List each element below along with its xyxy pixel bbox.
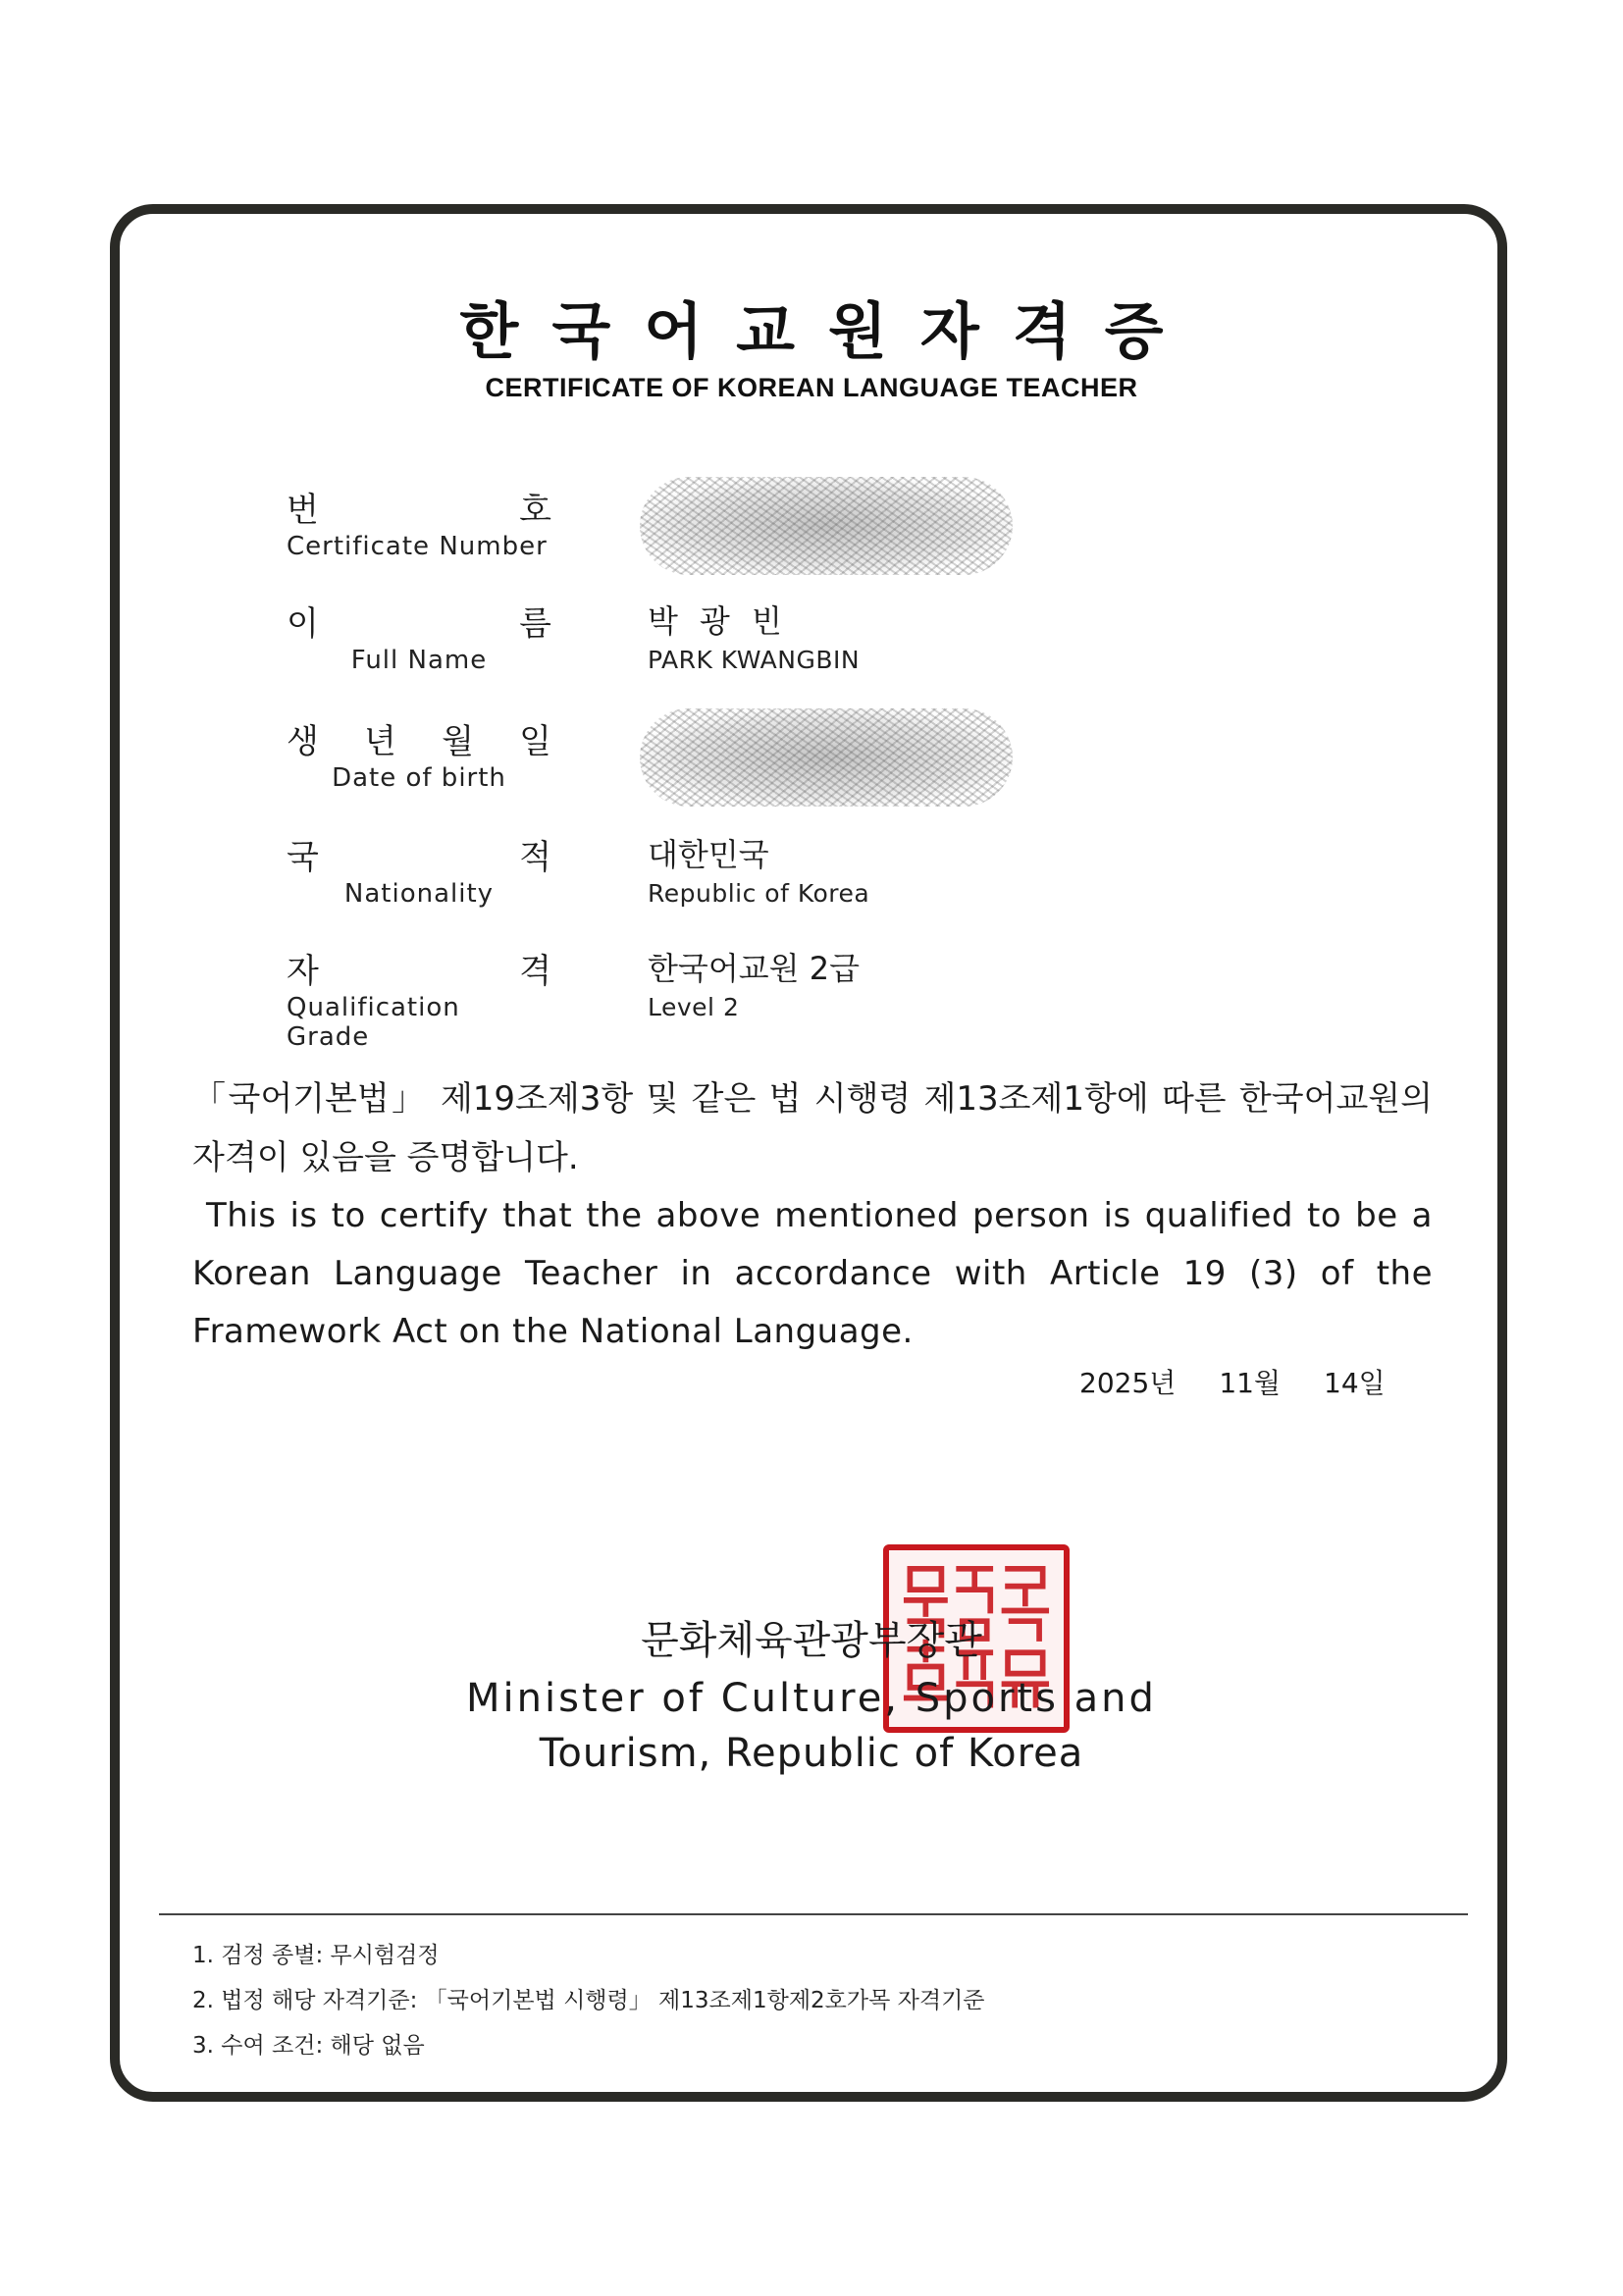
issuer-name-en-line1: Minister of Culture, Sports and [466, 1676, 1157, 1721]
full-name-label-ko: 이 름 [287, 604, 551, 644]
field-certificate-number [287, 483, 1268, 581]
issue-month: 11월 [1219, 1367, 1281, 1399]
footer-divider [159, 1913, 1468, 1915]
field-qualification-grade [287, 944, 1268, 1052]
qualification-label-en: Qualification Grade [287, 993, 460, 1052]
full-name-value-en: PARK KWANGBIN [648, 646, 861, 674]
date-of-birth-label-ko: 생 년 월 일 [287, 722, 551, 761]
qualification-value-ko: 한국어교원 2급 [648, 950, 861, 987]
certification-statement-en: This is to certify that the above mentioned person is qualified to be a Korean Language Teacher in accordance with Article 19 (3) of the Framework Act on the National Language. [192, 1196, 1433, 1351]
issue-year: 2025년 [1079, 1367, 1177, 1399]
issuer-name-ko: 문화체육관광부장관 [641, 1618, 982, 1663]
qualification-label-ko: 자 격 [287, 952, 551, 991]
full-name-value-ko: 박광빈 [648, 602, 804, 640]
certificate-title-english: CERTIFICATE OF KOREAN LANGUAGE TEACHER [485, 373, 1138, 402]
redacted-date-of-birth [640, 708, 1013, 807]
note-item: 3. 수여 조건: 해당 없음 [192, 2033, 425, 2059]
nationality-value-en: Republic of Korea [648, 879, 870, 908]
footer-notes [192, 1933, 985, 2068]
certificate-title-korean: 한국어교원자격증 [459, 295, 1197, 367]
nationality-label-ko: 국 적 [287, 838, 551, 877]
qualification-value-en: Level 2 [648, 993, 740, 1021]
note-item: 2. 법정 해당 자격기준: 「국어기본법 시행령」 제13조제1항제2호가목 자격기준 [192, 1988, 985, 2013]
nationality-label-en: Nationality [343, 879, 495, 909]
field-date-of-birth [287, 714, 1268, 812]
issuer-name-en-line2: Tourism, Republic of Korea [539, 1731, 1084, 1776]
certificate-number-label-en: Certificate Number [287, 532, 548, 561]
issue-date [1079, 1362, 1386, 1401]
date-of-birth-label-en: Date of birth [332, 763, 506, 793]
certificate-number-label-ko: 번 호 [287, 491, 551, 530]
nationality-value-ko: 대한민국 [648, 836, 769, 873]
full-name-label-en: Full Name [350, 646, 488, 675]
field-nationality [287, 830, 1268, 928]
certification-statement-ko: 「국어기본법」 제19조제3항 및 같은 법 시행령 제13조제1항에 따른 한국어교원의 자격이 있음을 증명합니다. [192, 1079, 1433, 1177]
note-item: 1. 검정 종별: 무시험검정 [192, 1943, 440, 1968]
field-full-name [287, 597, 1268, 695]
issue-day: 14일 [1324, 1367, 1386, 1399]
redacted-certificate-number [640, 477, 1013, 575]
